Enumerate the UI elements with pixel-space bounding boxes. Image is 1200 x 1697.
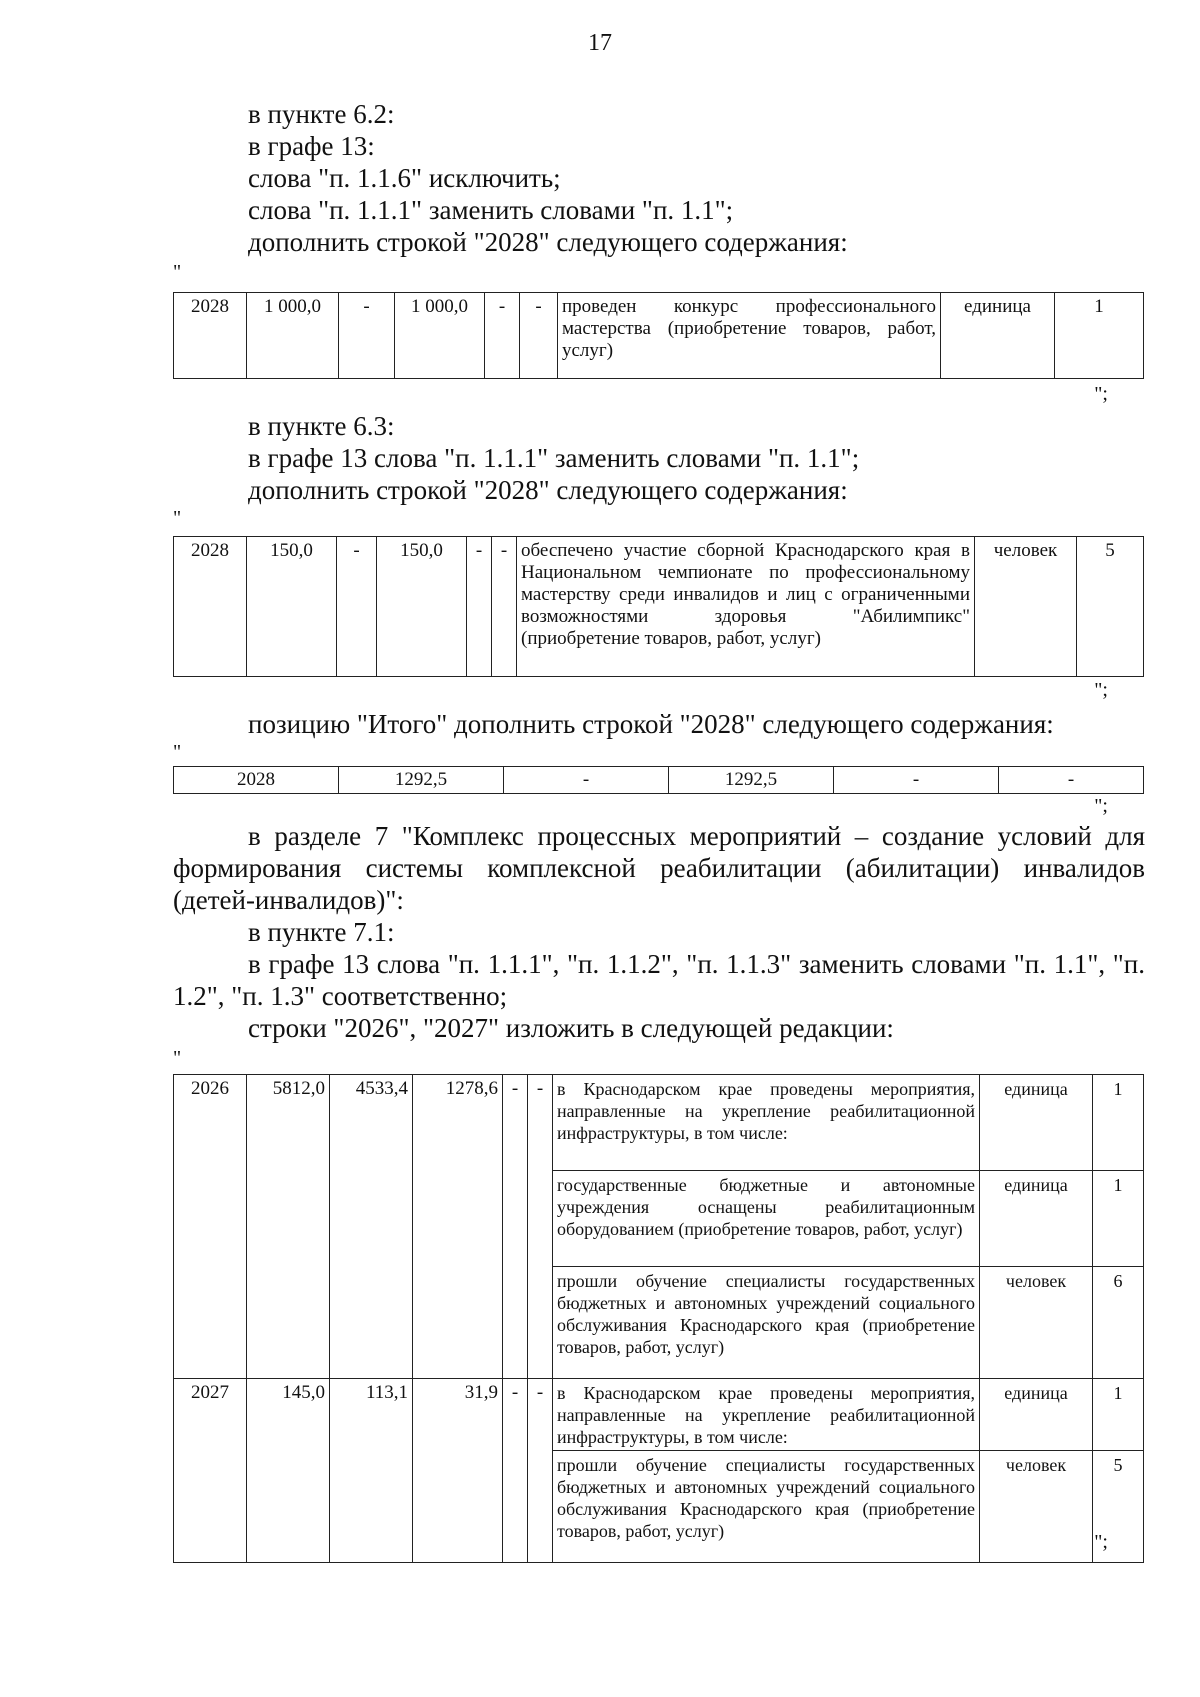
cell: 4533,4 [330,1075,413,1379]
cell-value: 1 [1055,293,1144,379]
cell: - [503,1075,528,1379]
table-6-3-row-2028 [173,536,1144,677]
table-6-2-row-2028 [173,292,1144,379]
cell-result: прошли обучение специалисты государственных бюджетных и автономных учреждений социального обслуживания Краснодарского края (приобретение товаров, работ, услуг) [553,1451,980,1563]
cell: - [485,293,520,379]
cell-total: 150,0 [247,537,337,677]
cell-total: 145,0 [247,1379,330,1563]
cell-result: проведен конкурс профессионального мастерства (приобретение товаров, работ, услуг) [558,293,941,379]
table-row [174,767,1144,794]
cell: - [528,1075,553,1379]
cell-total: 1 000,0 [247,293,339,379]
amend-line: в графе 13 слова "п. 1.1.1" заменить словами "п. 1.1"; [248,443,860,473]
opening-quote: " [173,741,182,763]
cell-value: 1 [1093,1171,1144,1267]
cell-value: 1 [1093,1379,1144,1451]
closing-quote: "; [1094,795,1108,817]
closing-quote: "; [1094,1531,1108,1553]
amend-line: строки "2026", "2027" изложить в следующей редакции: [248,1013,894,1043]
cell-result: в Краснодарском крае проведены мероприятия, направленные на укрепление реабилитационной инфраструктуры, в том числе: [553,1379,980,1451]
cell-value: 5 [1093,1451,1144,1563]
cell: 150,0 [377,537,467,677]
cell-result: государственные бюджетные и автономные учреждения оснащены реабилитационным оборудованием (приобретение товаров, работ, услуг) [553,1171,980,1267]
cell-unit: единица [941,293,1055,379]
cell: 1278,6 [413,1075,503,1379]
cell-year: 2028 [174,537,247,677]
cell-unit: единица [980,1075,1093,1171]
table-row [174,293,1144,379]
amend-line: в графе 13: [248,131,375,161]
cell: - [528,1379,553,1563]
section-7-intro: в разделе 7 "Комплекс процессных мероприятий – создание условий для формирования системы комплексной реабилитации (абилитации) инвалидов (детей-инвалидов)": [173,821,1145,915]
table-7-1-rows [173,1074,1144,1563]
amend-line: слова "п. 1.1.6" исключить; [248,163,561,193]
table-row [174,1075,1144,1171]
cell: 1 000,0 [395,293,485,379]
cell-total: 5812,0 [247,1075,330,1379]
closing-quote: "; [1094,383,1108,405]
cell-unit: человек [980,1451,1093,1563]
cell: 1292,5 [669,767,834,794]
cell-year: 2028 [174,767,339,794]
cell-total: 1292,5 [339,767,504,794]
cell-value: 5 [1077,537,1144,677]
amend-line: в пункте 7.1: [248,917,395,947]
cell: - [467,537,492,677]
amend-line: позицию "Итого" дополнить строкой "2028" следующего содержания: [248,709,1054,739]
table-row [174,537,1144,677]
table-row [174,1379,1144,1451]
opening-quote: " [173,1047,182,1069]
cell-unit: человек [980,1267,1093,1379]
opening-quote: " [173,507,182,529]
cell: - [999,767,1144,794]
amend-line: слова "п. 1.1.1" заменить словами "п. 1.1"; [248,195,734,225]
cell-result: в Краснодарском крае проведены мероприятия, направленные на укрепление реабилитационной инфраструктуры, в том числе: [553,1075,980,1171]
amend-line: в пункте 6.3: [248,411,395,441]
cell: 31,9 [413,1379,503,1563]
cell: - [503,1379,528,1563]
opening-quote: " [173,261,182,283]
cell: - [520,293,558,379]
cell-unit: единица [980,1171,1093,1267]
closing-quote: "; [1094,679,1108,701]
amend-line: дополнить строкой "2028" следующего содержания: [248,227,848,257]
cell: - [504,767,669,794]
cell-unit: единица [980,1379,1093,1451]
cell: - [834,767,999,794]
cell-value: 1 [1093,1075,1144,1171]
cell: - [339,293,395,379]
amend-line: в пункте 6.2: [248,99,395,129]
cell: - [337,537,377,677]
table-itogo-row-2028 [173,766,1144,794]
cell-value: 6 [1093,1267,1144,1379]
amend-line: в графе 13 слова "п. 1.1.1", "п. 1.1.2", "п. 1.1.3" заменить словами "п. 1.1", "п. 1.2", "п. 1.3" соответственно; [173,949,1145,1011]
cell-year: 2026 [174,1075,247,1379]
cell-result: прошли обучение специалисты государственных бюджетных и автономных учреждений социального обслуживания Краснодарского края (приобретение товаров, работ, услуг) [553,1267,980,1379]
page-number: 17 [588,30,612,56]
cell-result: обеспечено участие сборной Краснодарского края в Национальном чемпионате по профессиональному мастерству среди инвалидов и лиц с ограниченными возможностями здоровья "Абилимпикс" (приобретение товаров, работ, услуг) [517,537,975,677]
cell: 113,1 [330,1379,413,1563]
cell: - [492,537,517,677]
cell-year: 2027 [174,1379,247,1563]
cell-year: 2028 [174,293,247,379]
amend-line: дополнить строкой "2028" следующего содержания: [248,475,848,505]
cell-unit: человек [975,537,1077,677]
